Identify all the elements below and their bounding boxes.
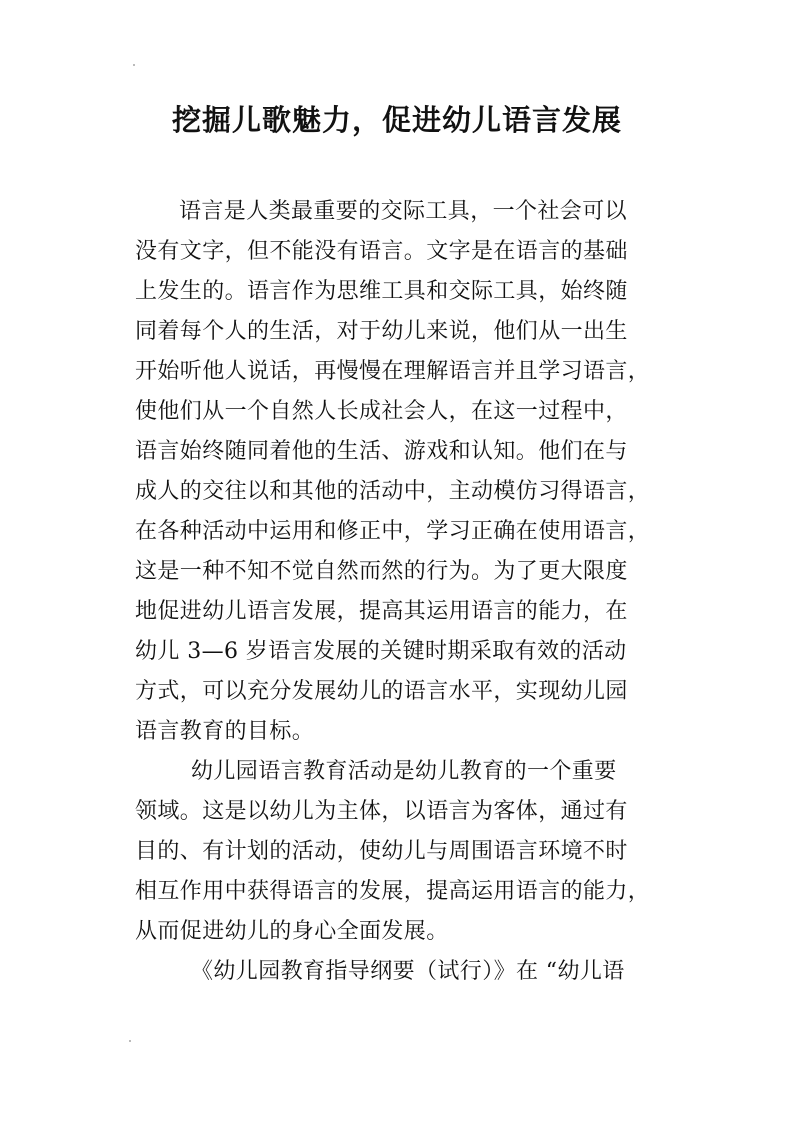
text-line: 相互作用中获得语言的发展，提高运用语言的能力， [135, 879, 651, 904]
text-line: 领域。这是以幼儿为主体，以语言为客体，通过有 [135, 799, 628, 824]
text-line: 语言是人类最重要的交际工具，一个社会可以 [179, 199, 628, 224]
text-line: 《幼儿园教育指导纲要（试行）》在 “幼儿语 [191, 959, 625, 984]
paragraph-1 [135, 192, 665, 752]
text-line: 上发生的。语言作为思维工具和交际工具，始终随 [135, 279, 628, 304]
text-line: 幼儿 3—6 岁语言发展的关键时期采取有效的活动 [135, 639, 627, 664]
text-line: 成人的交往以和其他的活动中，主动模仿习得语言， [135, 479, 651, 504]
text-line: 语言始终随同着他的生活、游戏和认知。他们在与 [135, 439, 628, 464]
text-line: 目的、有计划的活动，使幼儿与周围语言环境不时 [135, 839, 628, 864]
paragraph-2 [135, 752, 665, 952]
text-line: 语言教育的目标。 [135, 719, 315, 744]
paragraph-3 [135, 952, 665, 992]
text-line: 地促进幼儿语言发展，提高其运用语言的能力，在 [135, 599, 628, 624]
scan-mark [133, 64, 135, 66]
text-line: 使他们从一个自然人长成社会人，在这一过程中， [135, 399, 628, 424]
text-line: 在各种活动中运用和修正中，学习正确在使用语言， [135, 519, 651, 544]
scan-mark [129, 1040, 131, 1042]
text-line: 没有文字，但不能没有语言。文字是在语言的基础 [135, 239, 628, 264]
text-line: 这是一种不知不觉自然而然的行为。为了更大限度 [135, 559, 628, 584]
text-line: 幼儿园语言教育活动是幼儿教育的一个重要 [191, 759, 617, 784]
document-title: 挖掘儿歌魅力，促进幼儿语言发展 [171, 103, 622, 137]
text-line: 方式，可以充分发展幼儿的语言水平，实现幼儿园 [135, 679, 628, 704]
text-line: 同着每个人的生活，对于幼儿来说，他们从一出生 [135, 319, 628, 344]
text-line: 开始听他人说话，再慢慢在理解语言并且学习语言， [135, 359, 651, 384]
text-line: 从而促进幼儿的身心全面发展。 [135, 919, 449, 944]
document-body [135, 192, 665, 992]
